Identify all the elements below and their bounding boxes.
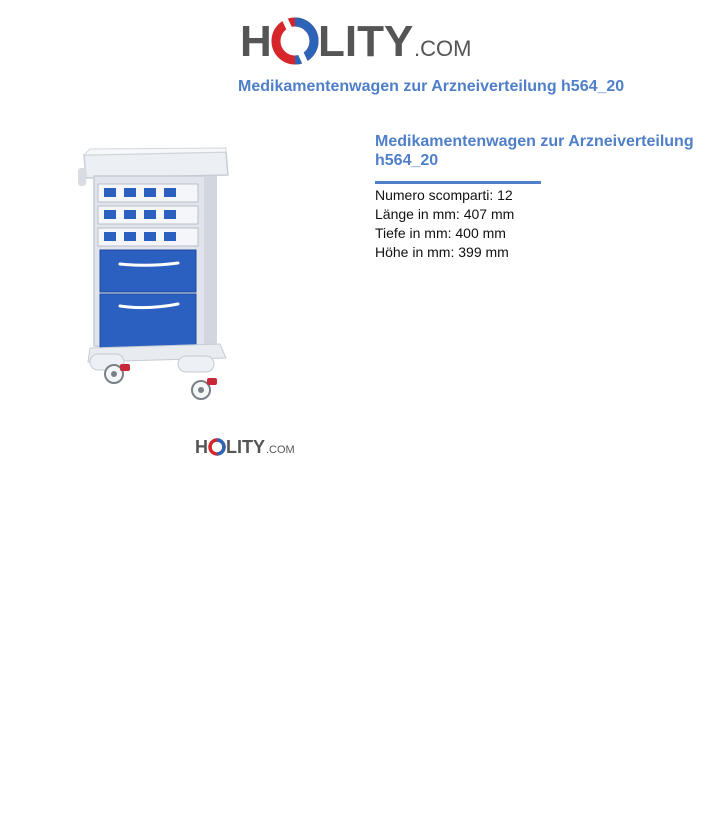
spec-list — [375, 186, 514, 262]
watermark-letter-h: H — [195, 437, 208, 457]
spec-height: Höhe in mm: 399 mm — [375, 244, 509, 260]
holity-logo — [240, 12, 480, 67]
watermark-o-icon — [210, 440, 224, 454]
image-watermark-logo — [195, 436, 295, 458]
logo-word-lity: LITY — [318, 17, 414, 66]
small-drawer-row-2 — [98, 206, 198, 224]
logo-letter-h: H — [240, 17, 272, 66]
spec-compartments: Numero scomparti: 12 — [375, 187, 513, 203]
title-divider — [375, 181, 541, 184]
watermark-suffix: .COM — [266, 444, 295, 456]
product-title: Medikamentenwagen zur Arzneiverteilung h564_20 — [375, 133, 694, 169]
wheel-front-left — [105, 364, 130, 383]
watermark-word-lity: LITY — [226, 437, 265, 457]
large-drawer-2 — [100, 294, 196, 352]
logo-o-icon — [276, 18, 314, 64]
logo-suffix: .COM — [414, 36, 472, 61]
page-title: Medikamentenwagen zur Arzneiverteilung h564_20 — [238, 78, 625, 95]
small-drawer-row-3 — [98, 228, 198, 246]
spec-length: Länge in mm: 407 mm — [375, 206, 515, 222]
spec-depth: Tiefe in mm: 400 mm — [375, 225, 506, 241]
product-image-medication-cart — [76, 140, 266, 410]
large-drawer-1 — [100, 250, 196, 292]
wheel-front-right — [192, 378, 217, 399]
small-drawer-row-1 — [98, 184, 198, 202]
